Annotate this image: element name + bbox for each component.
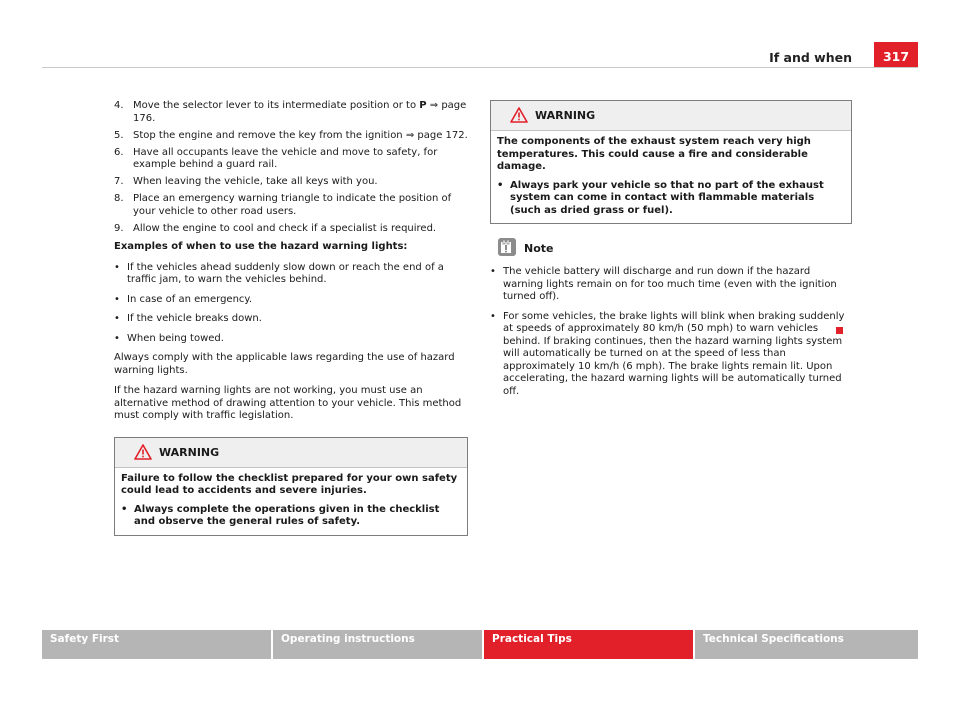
- warning-title: WARNING: [159, 445, 220, 459]
- right-column: [490, 100, 852, 405]
- step-item: 7. When leaving the vehicle, take all keys with you.: [114, 176, 378, 187]
- header-rule: [42, 67, 918, 68]
- paragraph: If the hazard warning lights are not working, you must use an alternative method of drawing attention to your vehicle. This method must comply with traffic legislation.: [114, 385, 462, 421]
- section-end-icon: [836, 327, 843, 334]
- list-item: • If the vehicle breaks down.: [114, 313, 262, 324]
- warning-title: WARNING: [535, 109, 596, 122]
- footer-nav: [42, 630, 918, 659]
- warning-bullet: • Always complete the operations given in the checklist and observe the general rules of safety.: [121, 503, 440, 527]
- list-item: • When being towed.: [114, 332, 224, 344]
- warning-body: The components of the exhaust system reach very high temperatures. This could cause a fire and considerable damage. • Always park your vehicle so that no part of the exhaust system can come in contact with flammable materials (such as dried grass or fuel).: [491, 131, 851, 223]
- warning-header: [115, 438, 467, 468]
- page-number: 317: [874, 42, 918, 67]
- note-title: Note: [524, 242, 554, 255]
- note-item: • The vehicle battery will discharge and run down if the hazard warning lights remain on for too much time (even with the ignition turned off).: [490, 266, 837, 302]
- warning-bullet: • Always park your vehicle so that no part of the exhaust system can come in contact with flammable materials (such as dried grass or fuel).: [497, 179, 824, 216]
- step-list: [114, 100, 468, 235]
- tab-safety-first[interactable]: Safety First: [42, 630, 273, 659]
- note-header: [490, 238, 852, 262]
- step-item: 9. Allow the engine to cool and check if a specialist is required.: [114, 222, 437, 234]
- warning-box: [114, 437, 468, 536]
- step-item: 5. Stop the engine and remove the key from the ignition ⇒ page 172.: [114, 129, 468, 141]
- warning-header: [491, 101, 851, 131]
- paragraph: Always comply with the applicable laws regarding the use of hazard warning lights.: [114, 352, 455, 376]
- examples-heading: Examples of when to use the hazard warning lights:: [114, 241, 408, 252]
- tab-operating-instructions[interactable]: Operating instructions: [273, 630, 484, 659]
- chapter-title: If and when: [769, 50, 852, 65]
- tab-technical-specifications[interactable]: Technical Specifications: [695, 630, 918, 659]
- step-item: 4. Move the selector lever to its intermediate position or to P ⇒ page 176.: [114, 100, 467, 124]
- warning-triangle-icon: [510, 107, 528, 123]
- left-column: [114, 100, 468, 536]
- list-item: • If the vehicles ahead suddenly slow down or reach the end of a traffic jam, to warn the vehicles behind.: [114, 261, 444, 285]
- warning-triangle-icon: [134, 444, 152, 460]
- warning-box: [490, 100, 852, 224]
- list-item: • In case of an emergency.: [114, 293, 253, 305]
- note-item: • For some vehicles, the brake lights will blink when braking suddenly at speeds of approximately 80 km/h (50 mph) to warn vehicles behind. If braking continues, then the hazard warning lights system will automatically be turned on at the speed of less than approximately 10 km/h (6 mph). The brake lights remain lit. Upon accelerating, the hazard warning lights will be automatically turned off.: [490, 310, 845, 397]
- step-item: 8. Place an emergency warning triangle to indicate the position of your vehicle to other road users.: [114, 193, 452, 217]
- step-item: 6. Have all occupants leave the vehicle and move to safety, for example behind a guard rail.: [114, 146, 438, 170]
- tab-practical-tips[interactable]: Practical Tips: [484, 630, 695, 659]
- note-icon: [498, 238, 516, 256]
- warning-body: Failure to follow the checklist prepared for your own safety could lead to accidents and severe injuries. • Always complete the operations given in the checklist and observe the general rules of safety.: [115, 468, 467, 535]
